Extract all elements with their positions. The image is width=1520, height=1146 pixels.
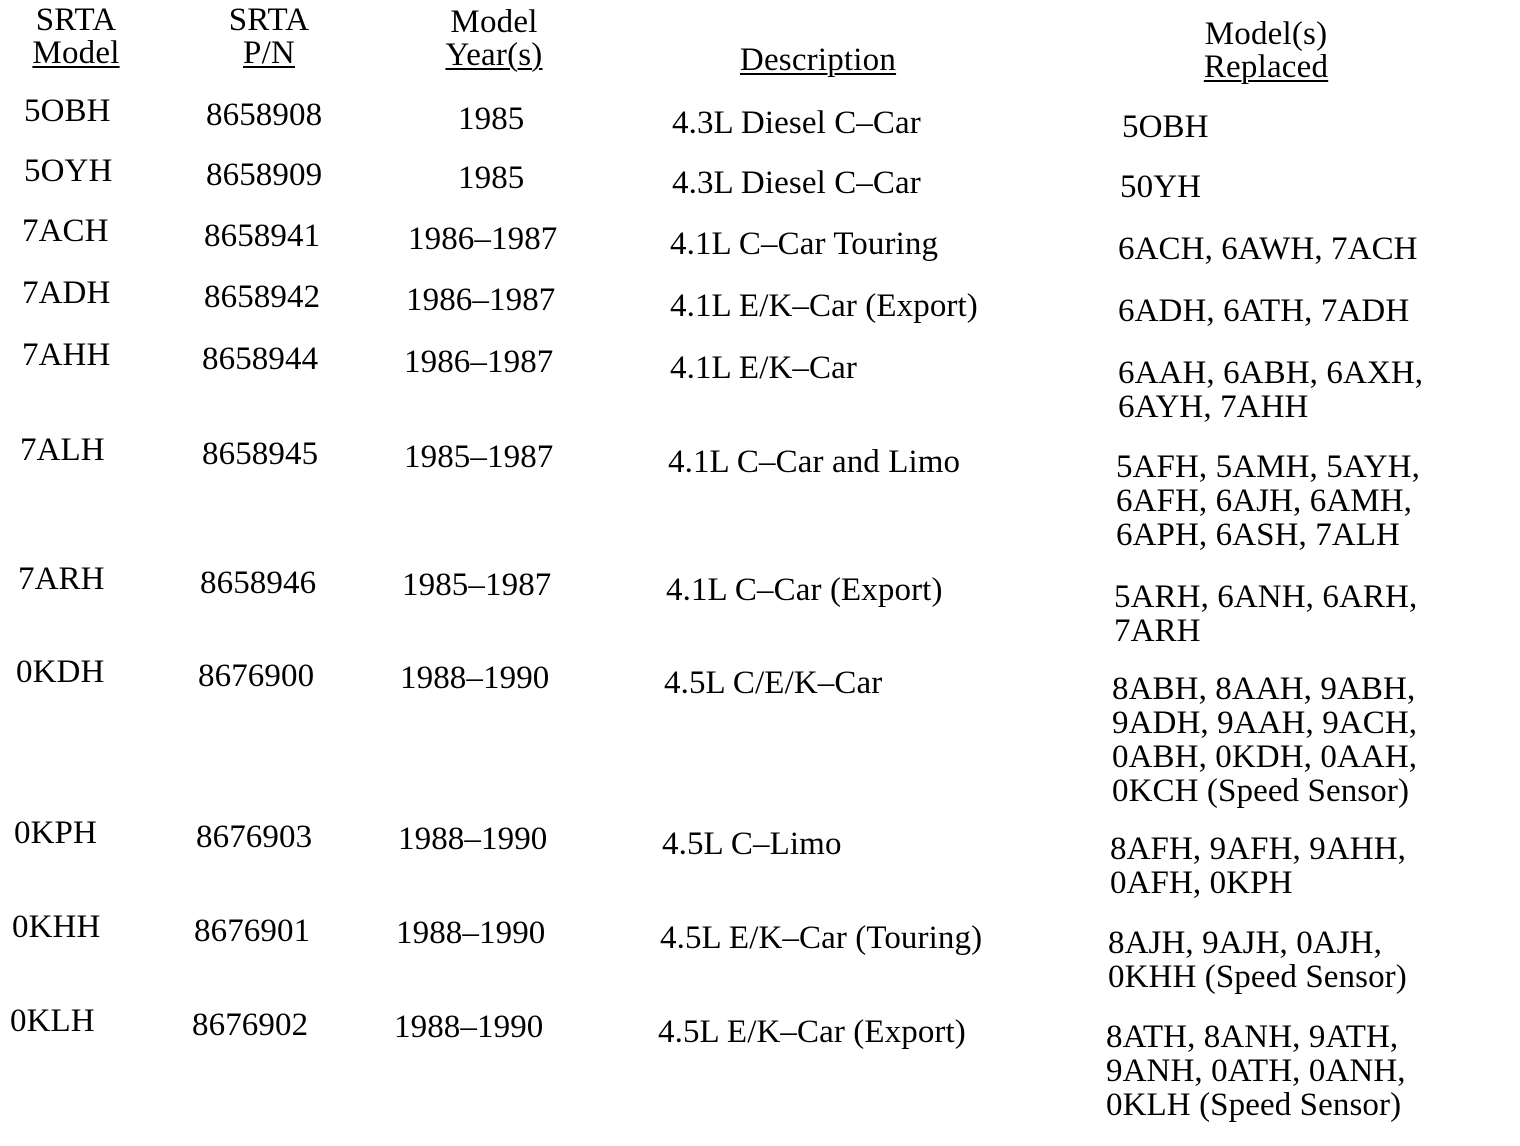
cell-years: 1986–1987 xyxy=(406,282,556,318)
cell-description: 4.1L C–Car Touring xyxy=(670,226,939,262)
header-description xyxy=(718,44,918,77)
replaced-line: 8ABH, 8AAH, 9ABH, xyxy=(1112,671,1416,707)
header-model-years-line1: Model xyxy=(450,4,538,40)
cell-model: 0KHH xyxy=(12,909,101,945)
replaced-line: 5OBH xyxy=(1122,109,1209,145)
replaced-line: 6ACH, 6AWH, 7ACH xyxy=(1118,231,1418,267)
cell-replaced xyxy=(1116,450,1420,552)
replaced-line: 0KCH (Speed Sensor) xyxy=(1112,773,1410,809)
replaced-line: 6APH, 6ASH, 7ALH xyxy=(1116,517,1400,553)
header-description-line1: Description xyxy=(739,42,897,78)
header-srta-model-line2: Model xyxy=(32,35,120,71)
cell-years: 1985–1987 xyxy=(402,567,552,603)
cell-replaced xyxy=(1120,170,1201,204)
header-models-replaced xyxy=(1180,18,1352,84)
cell-description: 4.1L E/K–Car (Export) xyxy=(670,288,978,324)
cell-model: 0KPH xyxy=(14,815,97,851)
cell-description: 4.5L C–Limo xyxy=(662,826,842,862)
replaced-line: 5AFH, 5AMH, 5AYH, xyxy=(1116,449,1420,485)
replaced-line: 50YH xyxy=(1120,169,1202,205)
cell-description: 4.3L Diesel C–Car xyxy=(672,105,921,141)
cell-replaced xyxy=(1110,832,1406,900)
cell-replaced xyxy=(1106,1020,1406,1122)
header-models-replaced-line2: Replaced xyxy=(1203,49,1329,85)
header-srta-pn xyxy=(210,4,328,70)
header-srta-pn-line2: P/N xyxy=(243,35,295,71)
header-srta-model-line1: SRTA xyxy=(35,2,117,38)
replaced-line: 8AJH, 9AJH, 0AJH, xyxy=(1108,925,1382,961)
cell-model: 0KLH xyxy=(10,1003,95,1039)
replaced-line: 5ARH, 6ANH, 6ARH, xyxy=(1114,579,1418,615)
cell-replaced xyxy=(1114,580,1417,648)
cell-pn: 8658908 xyxy=(206,97,323,133)
cell-replaced xyxy=(1108,926,1407,994)
header-model-years xyxy=(426,6,562,72)
cell-description: 4.3L Diesel C–Car xyxy=(672,165,921,201)
cell-pn: 8658941 xyxy=(204,218,321,254)
cell-years: 1986–1987 xyxy=(408,221,558,257)
cell-description: 4.5L E/K–Car (Touring) xyxy=(660,920,983,956)
cell-model: 5OBH xyxy=(24,93,111,129)
cell-years: 1988–1990 xyxy=(400,660,550,696)
cell-description: 4.5L E/K–Car (Export) xyxy=(658,1014,966,1050)
header-srta-pn-line1: SRTA xyxy=(228,2,310,38)
replaced-line: 6AAH, 6ABH, 6AXH, xyxy=(1118,355,1424,391)
cell-replaced xyxy=(1122,110,1209,144)
cell-pn: 8658945 xyxy=(202,436,319,472)
cell-model: 7ADH xyxy=(22,275,111,311)
cell-model: 0KDH xyxy=(16,654,105,690)
cell-model: 7AHH xyxy=(22,337,111,373)
cell-replaced xyxy=(1118,356,1423,424)
replaced-line: 8AFH, 9AFH, 9AHH, xyxy=(1110,831,1406,867)
replaced-line: 6AFH, 6AJH, 6AMH, xyxy=(1116,483,1412,519)
header-srta-model xyxy=(20,4,132,70)
replaced-line: 6AYH, 7AHH xyxy=(1118,389,1309,425)
header-models-replaced-line1: Model(s) xyxy=(1204,16,1328,52)
replaced-line: 9ANH, 0ATH, 0ANH, xyxy=(1106,1053,1406,1089)
cell-pn: 8676900 xyxy=(198,658,315,694)
cell-years: 1985–1987 xyxy=(404,439,554,475)
header-model-years-line2: Year(s) xyxy=(445,37,543,73)
cell-replaced xyxy=(1118,294,1409,328)
replaced-line: 8ATH, 8ANH, 9ATH, xyxy=(1106,1019,1399,1055)
cell-model: 7ARH xyxy=(18,561,105,597)
cell-pn: 8676903 xyxy=(196,819,313,855)
cell-pn: 8658942 xyxy=(204,279,321,315)
cell-model: 7ALH xyxy=(20,432,105,468)
cell-years: 1988–1990 xyxy=(398,821,548,857)
cell-description: 4.1L C–Car (Export) xyxy=(666,572,943,608)
cell-years: 1986–1987 xyxy=(404,344,554,380)
replaced-line: 0KHH (Speed Sensor) xyxy=(1108,959,1407,995)
cell-pn: 8676901 xyxy=(194,913,311,949)
cell-years: 1985 xyxy=(458,160,525,196)
replaced-line: 7ARH xyxy=(1114,613,1201,649)
cell-pn: 8658944 xyxy=(202,341,319,377)
cell-years: 1985 xyxy=(458,101,525,137)
cell-description: 4.5L C/E/K–Car xyxy=(664,665,883,701)
cell-pn: 8658909 xyxy=(206,157,323,193)
cell-years: 1988–1990 xyxy=(396,915,546,951)
replaced-line: 6ADH, 6ATH, 7ADH xyxy=(1118,293,1410,329)
replaced-line: 9ADH, 9AAH, 9ACH, xyxy=(1112,705,1418,741)
replaced-line: 0AFH, 0KPH xyxy=(1110,865,1293,901)
cell-model: 5OYH xyxy=(24,153,113,189)
cell-description: 4.1L E/K–Car xyxy=(670,350,857,386)
replaced-line: 0KLH (Speed Sensor) xyxy=(1106,1087,1402,1123)
cell-description: 4.1L C–Car and Limo xyxy=(668,444,961,480)
cell-pn: 8676902 xyxy=(192,1007,309,1043)
cell-years: 1988–1990 xyxy=(394,1009,544,1045)
cell-replaced xyxy=(1118,232,1418,266)
replaced-line: 0ABH, 0KDH, 0AAH, xyxy=(1112,739,1418,775)
cell-model: 7ACH xyxy=(22,213,109,249)
cell-pn: 8658946 xyxy=(200,565,317,601)
cell-replaced xyxy=(1112,672,1417,808)
